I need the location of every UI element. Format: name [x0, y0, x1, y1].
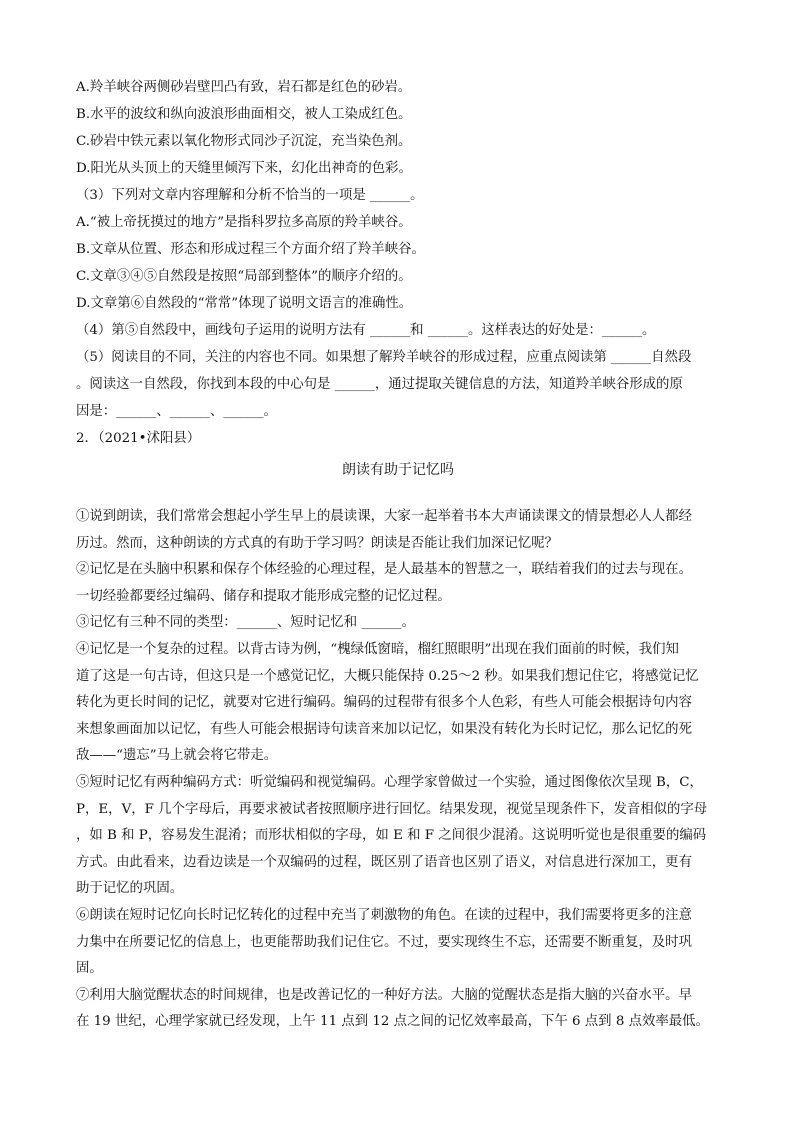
- paragraph-line: ②记忆是在头脑中积累和保存个体经验的心理过程，是人最基本的智慧之一，联结着我们的过去与现在。: [76, 562, 692, 578]
- paragraph-line: 转化为更长时间的记忆，就要对它进行编码。编码的过程带有很多个人色彩，有些人可能会根据诗句内容: [76, 695, 692, 711]
- question-3-stem: （3）下列对文章内容理解和分析不恰当的一项是 ______。: [76, 188, 424, 203]
- question-5-line: （5）阅读目的不同，关注的内容也不同。如果想了解羚羊峡谷的形成过程，应重点阅读第 ______自然段: [76, 350, 692, 365]
- option-b: B.水平的波纹和纵向波浪形曲面相交，被人工染成红色。: [76, 107, 412, 122]
- paragraph-line: ①说到朗读，我们常常会想起小学生早上的晨读课，大家一起举着书本大声诵读课文的情景想必人人都经: [76, 509, 692, 524]
- question-5-line: 因是：______、______、______。: [76, 404, 277, 419]
- article-body: [76, 504, 720, 1036]
- q3-option-c: C.文章③④⑤自然段是按照“局部到整体”的顺序介绍的。: [76, 269, 412, 284]
- paragraph-line: 固。: [76, 961, 103, 977]
- q3-option-d: D.文章第⑥自然段的“常常”体现了说明文语言的准确性。: [76, 296, 413, 311]
- q3-option-a: A.“被上帝抚摸过的地方”是指科罗拉多高原的羚羊峡谷。: [76, 215, 412, 230]
- paragraph-line: 历过。然而，这种朗读的方式真的有助于学习吗？朗读是否能让我们加深记忆呢？: [76, 535, 559, 551]
- question-5-line: 。阅读这一自然段，你找到本段的中心句是 ______，通过提取关键信息的方法，知道羚羊峡谷形成的原: [76, 377, 683, 392]
- paragraph-line: P，E，V，F 几个字母后，再要求被试者按照顺序进行回忆。结果发现，视觉呈现条件下，发音相似的字母: [76, 801, 708, 817]
- paragraph-line: ③记忆有三种不同的类型：______、短时记忆和 ______。: [76, 615, 416, 631]
- exam-page: [76, 74, 720, 1036]
- paragraph-line: 方式。由此看来，边看边读是一个双编码的过程，既区别了语音也区别了语义，对信息进行深加工，更有: [76, 854, 692, 870]
- paragraph-line: 来想象画面加以记忆，有些人可能会根据诗句读音来加以记忆，如果没有转化为长时记忆，那么记忆的死: [76, 721, 692, 737]
- paragraph-line: 道了这是一句古诗，但这只是一个感觉记忆，大概只能保持 0.25～2 秒。如果我们想记住它，将感觉记忆: [76, 668, 699, 684]
- option-a: A.羚羊峡谷两侧砂岩壁凹凸有致，岩石都是红色的砂岩。: [76, 80, 412, 95]
- question-2-header: 2．（2021•沭阳县）: [76, 431, 201, 446]
- paragraph-line: ④记忆是一个复杂的过程。以背古诗为例，“槐绿低窗暗，榴红照眼明”出现在我们面前的时候，我们知: [76, 641, 679, 657]
- paragraph-line: 敌——“遗忘”马上就会将它带走。: [76, 748, 278, 764]
- q2-options-block: [76, 74, 720, 182]
- paragraph-line: 力集中在所要记忆的信息上，也更能帮助我们记住它。不过，要实现终生不忘，还需要不断重复，及时巩: [76, 934, 692, 950]
- paragraph-line: ⑦利用大脑觉醒状态的时间规律，也是改善记忆的一种好方法。大脑的觉醒状态是指大脑的兴奋水平。早: [76, 987, 692, 1003]
- q3-option-b: B.文章从位置、形态和形成过程三个方面介绍了羚羊峡谷。: [76, 242, 425, 257]
- question-5: [76, 344, 720, 425]
- question-4: （4）第⑤自然段中，画线句子运用的说明方法有 ______和 ______。这样表达的好处是：______。: [76, 323, 656, 338]
- option-d: D.阳光从头顶上的天缝里倾泻下来，幻化出神奇的色彩。: [76, 161, 412, 176]
- paragraph-line: 助于记忆的巩固。: [76, 881, 184, 897]
- paragraph-line: ⑤短时记忆有两种编码方式：听觉编码和视觉编码。心理学家曾做过一个实验，通过图像依次呈现 B，C，: [76, 774, 703, 790]
- article-title: 朗读有助于记忆吗: [342, 462, 454, 478]
- paragraph-line: ⑥朗读在短时记忆向长时记忆转化的过程中充当了刺激物的角色。在读的过程中，我们需要将更多的注意: [76, 907, 692, 923]
- paragraph-line: 一切经验都要经过编码、储存和提取才能形成完整的记忆过程。: [76, 588, 451, 604]
- question-3: [76, 182, 720, 317]
- paragraph-line: 在 19 世纪，心理学家就已经发现，上午 11 点到 12 点之间的记忆效率最高，下午 6 点到 8 点效率最低。: [76, 1014, 709, 1030]
- option-c: C.砂岩中铁元素以氧化物形式同沙子沉淀，充当染色剂。: [76, 134, 412, 149]
- paragraph-line: ，如 B 和 P，容易发生混淆；而形状相似的字母，如 E 和 F 之间很少混淆。这说明听觉也是很重要的编码: [76, 828, 707, 844]
